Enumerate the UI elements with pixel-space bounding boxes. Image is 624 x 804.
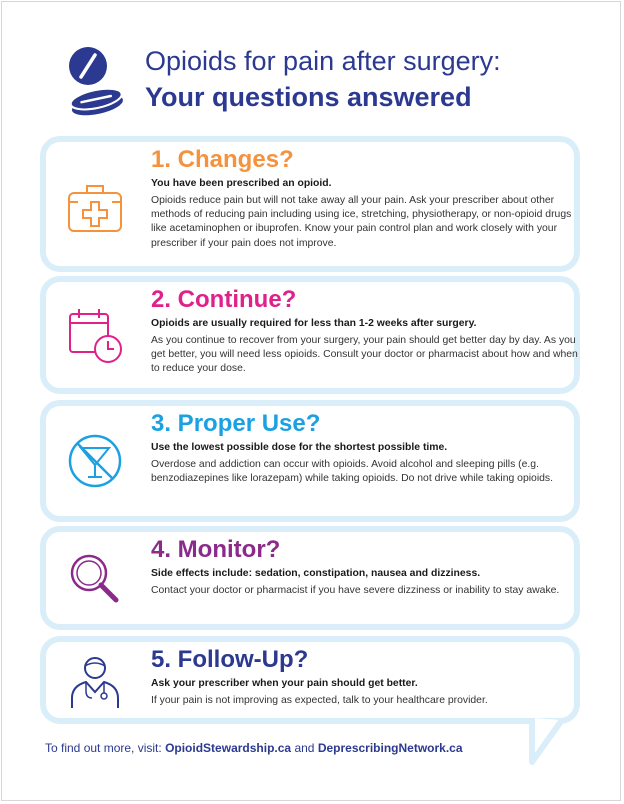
section-lead: Ask your prescriber when your pain should get better. bbox=[151, 678, 418, 689]
doctor-icon bbox=[66, 652, 124, 710]
section-title: 3. Proper Use? bbox=[151, 410, 321, 437]
section-card-proper-use bbox=[40, 400, 580, 522]
section-lead: Opioids are usually required for less than 1-2 weeks after surgery. bbox=[151, 318, 477, 329]
calendar-clock-icon bbox=[66, 306, 124, 364]
section-title: 4. Monitor? bbox=[151, 536, 281, 563]
section-card-follow-up bbox=[40, 636, 580, 724]
link-deprescribing-network[interactable]: DeprescribingNetwork.ca bbox=[317, 741, 463, 755]
section-title: 1. Changes? bbox=[151, 146, 294, 173]
section-title: 5. Follow-Up? bbox=[151, 646, 309, 673]
section-title: 2. Continue? bbox=[151, 286, 297, 313]
section-body: Opioids reduce pain but will not take away all your pain. Ask your prescriber about other methods of reducing pain including using ice, stretching, physiotherapy, or non-opioid drugs like acetaminophen or ibuprofen. Know your pain control plan and work closely with your prescriber if your pain does not improve. bbox=[151, 195, 572, 249]
section-lead: You have been prescribed an opioid. bbox=[151, 178, 332, 189]
section-card-monitor bbox=[40, 526, 580, 630]
page-title-line-1: Opioids for pain after surgery: bbox=[145, 46, 501, 76]
section-card-continue bbox=[40, 276, 580, 394]
page-title-line-2: Your questions answered bbox=[145, 82, 472, 112]
speech-bubble-tail bbox=[528, 718, 568, 768]
footer-prefix: To find out more, visit: bbox=[45, 741, 162, 755]
no-alcohol-icon bbox=[66, 432, 124, 490]
pill-logo-icon bbox=[66, 42, 128, 118]
section-card-changes bbox=[40, 136, 580, 272]
link-opioid-stewardship[interactable]: OpioidStewardship.ca bbox=[165, 741, 292, 755]
section-lead: Side effects include: sedation, constipation, nausea and dizziness. bbox=[151, 568, 481, 579]
footer-connector: and bbox=[294, 741, 315, 755]
section-body: Overdose and addiction can occur with opioids. Avoid alcohol and sleeping pills (e.g. benzodiazepines like lorazepam) while taking opioids. Do not drive while taking opioids. bbox=[151, 459, 553, 485]
footer-links bbox=[45, 741, 463, 755]
first-aid-kit-icon bbox=[66, 180, 124, 238]
section-body: Contact your doctor or pharmacist if you have severe dizziness or inability to stay awake. bbox=[151, 585, 560, 596]
section-body: If your pain is not improving as expected, talk to your healthcare provider. bbox=[151, 695, 488, 706]
section-lead: Use the lowest possible dose for the shortest possible time. bbox=[151, 442, 448, 453]
section-body: As you continue to recover from your surgery, your pain should get better day by day. As you get better, you will need less opioids. Consult your doctor or pharmacist about how and when to reduce your dose. bbox=[151, 335, 578, 375]
magnifying-glass-icon bbox=[66, 550, 124, 608]
